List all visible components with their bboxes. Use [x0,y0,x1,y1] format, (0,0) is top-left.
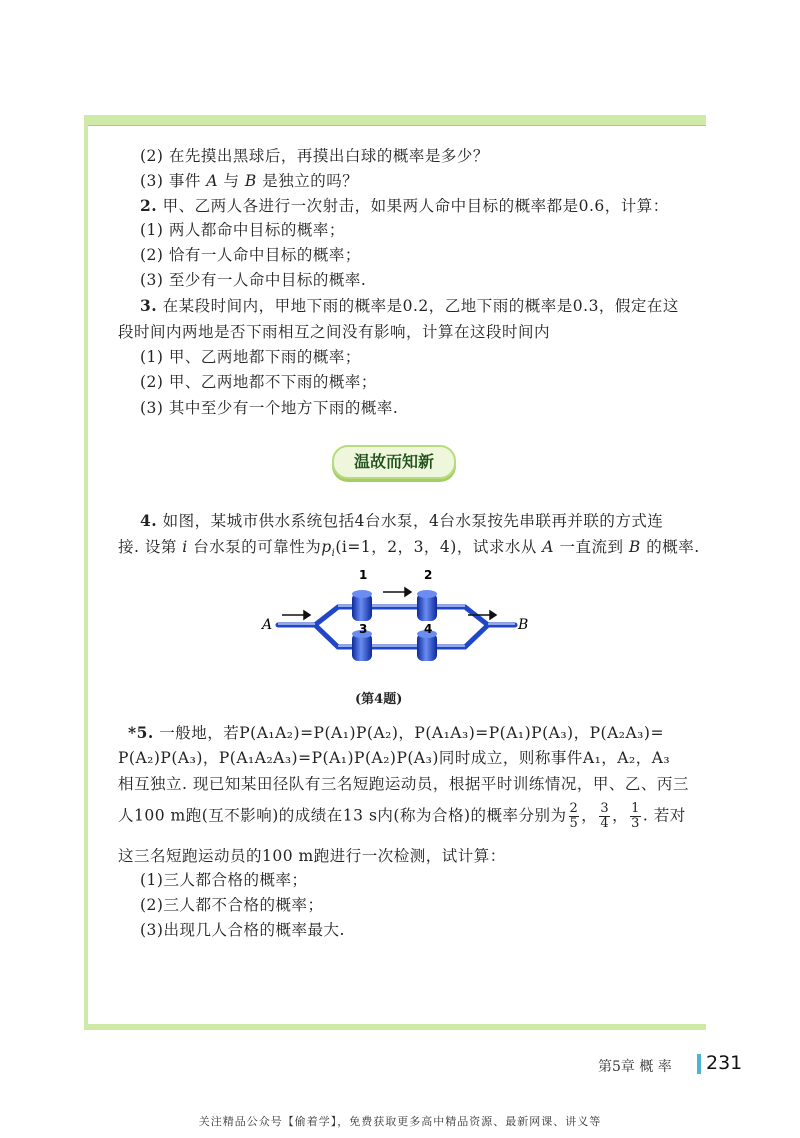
exercise-line: 段时间内两地是否下雨相互之间没有影响，计算在这段时间内 [118,323,551,341]
pump-diagram [260,565,530,680]
pipe-network [278,607,515,647]
left-margin-band [84,115,88,1030]
footer-note: 关注精品公众号【偷着学】，免费获取更多高中精品资源、最新网课、讲义等 [198,1115,602,1128]
node-label-b: B [518,617,529,633]
problem-line: (3)出现几人合格的概率最大. [140,921,345,939]
flow-arrow-icon [383,588,411,596]
fraction: $\frac{3}{4}$ [600,801,610,831]
page-number: 231 [706,1052,743,1074]
pump-label: 1 [359,568,368,582]
exercise-line: (1) 两人都命中目标的概率； [140,221,345,239]
problem-line: 这三名短跑运动员的100 m跑进行一次检测，试计算： [118,847,506,865]
pump-1-icon [352,590,372,621]
exercise-line: (3) 其中至少有一个地方下雨的概率. [140,399,399,417]
problem-line: 相互独立. 现已知某田径队有三名短跑运动员，根据平时训练情况，甲、乙、丙三 [118,775,689,793]
flow-arrow-icon [282,611,310,619]
exercise-line: (1) 甲、乙两地都下雨的概率； [140,348,361,366]
figure-caption: (第4题) [355,692,403,707]
node-label-a: A [262,617,273,633]
section-title: 温故而知新 [353,452,434,471]
fraction: $\frac{2}{5}$ [569,801,579,831]
problem-line: 人100 m跑(互不影响)的成绩在13 s内(称为合格)的概率分别为 $\frac{2}{5}$ ， $\frac{3}{4}$ ， $\frac{1}{3}$ . 若对 [118,801,686,831]
page-number-marker [697,1054,701,1074]
exercise-line: (2) 甲、乙两地都不下雨的概率； [140,373,377,391]
fraction: $\frac{1}{3}$ [631,801,640,831]
exercise-line: (2) 在先摸出黑球后，再摸出白球的概率是多少？ [140,147,489,165]
exercise-2: 2. 甲、乙两人各进行一次射击，如果两人命中目标的概率都是0.6，计算： [140,196,669,215]
problem-line: (2)三人都不合格的概率； [140,896,324,914]
pump-2-icon [417,590,437,621]
pump-label: 3 [359,622,368,636]
pump-label: 2 [424,568,433,582]
exercise-line: (3) 至少有一人命中目标的概率. [140,271,367,289]
problem-line: 接. 设第 i 台水泵的可靠性为$p_i(i=1$，2，3，4)，试求水从 A 一直流到 B 的概率. [118,538,700,560]
header-band [84,115,706,126]
exercise-line: (2) 恰有一人命中目标的概率； [140,246,361,264]
chapter-label: 第5章 概 率 [598,1059,672,1075]
exercise-3: 3. 在某段时间内，甲地下雨的概率是0.2，乙地下雨的概率是0.3，假定在这 [140,296,679,315]
problem-line: P(A₂)P(A₃)，P(A₁A₂A₃)=P(A₁)P(A₂)P(A₃)同时成立，则称事件A₁，A₂，A₃ [118,749,671,767]
footer-band [84,1024,706,1030]
problem-line: (1)三人都合格的概率； [140,871,308,889]
pump-label: 4 [424,622,433,636]
problem-5: *5. 一般地，若P(A₁A₂)=P(A₁)P(A₂)，P(A₁A₃)=P(A₁)P(A₃)，P(A₂A₃)= [128,723,664,742]
exercise-line: (3) 事件 A 与 B 是独立的吗？ [140,172,359,190]
problem-4: 4. 如图，某城市供水系统包括4台水泵，4台水泵按先串联再并联的方式连 [140,511,664,530]
